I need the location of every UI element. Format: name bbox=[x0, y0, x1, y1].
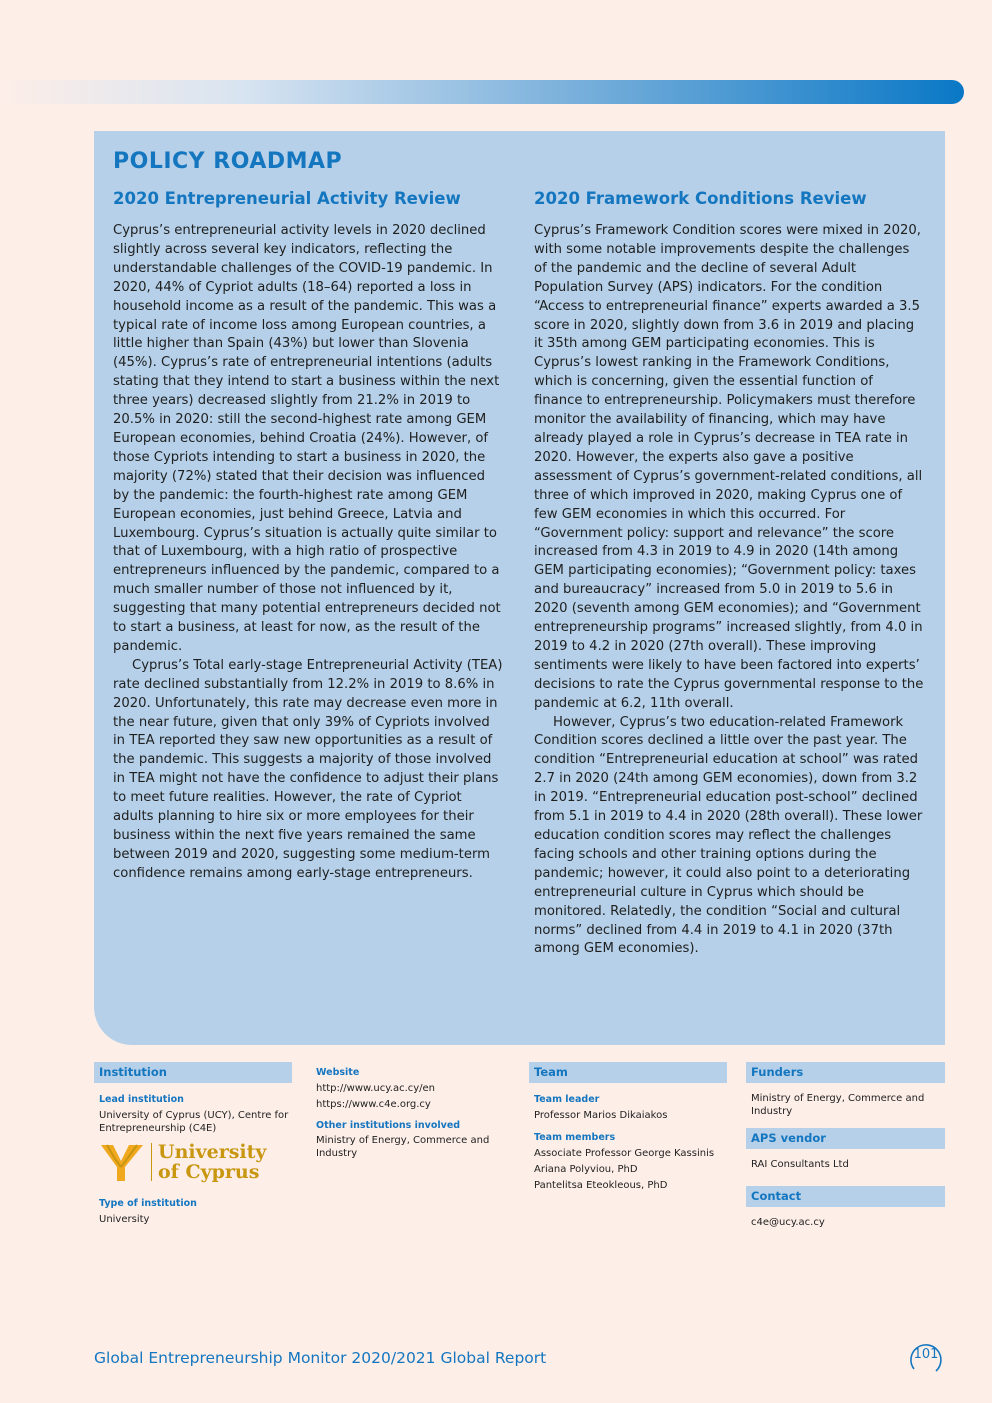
university-of-cyprus-logo bbox=[99, 1141, 292, 1183]
entrepreneurial-activity-paragraph-1: Cyprus’s entrepreneurial activity levels in 2020 declined slightly across several key indicators, reflecting the understandable challenges of the COVID-19 pandemic. In 2020, 44% of Cypriot adults (18–64) reported a loss in household income as a result of the pandemic. This was a typical rate of income loss among European countries, a little higher than Spain (43%) but lower than Slovenia (45%). Cyprus’s rate of entrepreneurial intentions (adults stating that they intend to start a business within the next three years) decreased slightly from 21.2% in 2019 to 20.5% in 2020: still the second-highest rate among GEM European economies, behind Croatia (24%). However, of those Cypriots intending to start a business in 2020, the majority (72%) stated that their decision was influenced by the pandemic: the fourth-highest rate among GEM European economies, just behind Greece, Latvia and Luxembourg. Cyprus’s situation is actually quite similar to that of Luxembourg, with a high ratio of prospective entrepreneurs influenced by the pandemic, compared to a much smaller number of those not influenced by it, suggesting that many potential entrepreneurs decided not to start a business, at least for now, as the result of the pandemic. bbox=[113, 223, 501, 654]
policy-roadmap-panel bbox=[94, 131, 945, 1045]
framework-conditions-column bbox=[534, 189, 924, 959]
page-number: 101 bbox=[913, 1347, 939, 1362]
policy-roadmap-title: POLICY ROADMAP bbox=[113, 149, 343, 174]
team-member: Associate Professor George Kassinis bbox=[534, 1148, 715, 1159]
aps-vendor-header: APS vendor bbox=[746, 1128, 945, 1149]
other-institutions-value: Ministry of Energy, Commerce and Industry bbox=[316, 1135, 490, 1159]
framework-conditions-heading: 2020 Framework Conditions Review bbox=[534, 189, 867, 208]
framework-conditions-paragraph-1: Cyprus’s Framework Condition scores were mixed in 2020, with some notable improvements despite the challenges of the pandemic and the decline of several Adult Population Survey (APS) indicators. For the condition “Access to entrepreneurial finance” experts awarded a 3.5 score in 2020, slightly down from 3.6 in 2019 and placing it 35th among GEM participating economies. This is Cyprus’s lowest ranking in the Framework Conditions, which is concerning, given the essential function of finance to entrepreneurship. Policymakers must therefore monitor the availability of financing, which may have already played a role in Cyprus’s decrease in TEA rate in 2020. However, the experts also gave a positive assessment of Cyprus’s government-related conditions, all three of which improved in 2020, making Cyprus one of few GEM economies in which this occurred. For “Government policy: support and relevance” the score increased from 4.3 in 2019 to 4.9 in 2020 (14th among GEM participating economies); “Government policy: taxes and bureaucracy” increased from 5.0 in 2019 to 5.6 in 2020 (seventh among GEM economies); and “Government entrepreneurship programs” increased slightly, from 4.0 in 2019 to 4.2 in 2020 (27th overall). These improving sentiments were likely to have been factored into experts’ decisions to rate the Cyprus governmental response to the pandemic at 6.2, 11th overall. bbox=[534, 223, 924, 711]
entrepreneurial-activity-paragraph-2: Cyprus’s Total early-stage Entrepreneurial Activity (TEA) rate declined substantially from 12.2% in 2019 to 8.6% in 2020. Unfortunately, this rate may decrease even more in the near future, given that only 39% of Cypriots involved in TEA reported they saw new opportunities as a result of the pandemic. This suggests a majority of those involved in TEA might not have the confidence to adjust their plans to meet future realities. However, the rate of Cypriot adults planning to hire six or more employees for their business within the next five years remained the same between 2019 and 2020, suggesting some medium-term confidence remains among early-stage entrepreneurs. bbox=[113, 657, 503, 881]
funders-header: Funders bbox=[746, 1062, 945, 1083]
team-member: Ariana Polyviou, PhD bbox=[534, 1164, 638, 1175]
logo-text-line-2: of Cyprus bbox=[158, 1161, 260, 1183]
institution-type-value: University bbox=[99, 1214, 150, 1225]
entrepreneurial-activity-column bbox=[113, 189, 503, 884]
website-label: Website bbox=[316, 1067, 360, 1078]
website-link-ucy[interactable]: http://www.ucy.ac.cy/en bbox=[316, 1083, 436, 1094]
team-leader-value: Professor Marios Dikaiakos bbox=[534, 1110, 668, 1121]
lead-institution-label: Lead institution bbox=[99, 1094, 184, 1105]
page-number-badge bbox=[906, 1337, 946, 1377]
funders-value: Ministry of Energy, Commerce and Industry bbox=[751, 1093, 925, 1117]
team-leader-label: Team leader bbox=[534, 1094, 600, 1105]
institution-type-label: Type of institution bbox=[99, 1198, 197, 1209]
lead-institution-value: University of Cyprus (UCY), Centre for Entrepreneurship (C4E) bbox=[99, 1110, 289, 1134]
aps-vendor-value: RAI Consultants Ltd bbox=[751, 1159, 849, 1170]
entrepreneurial-activity-heading: 2020 Entrepreneurial Activity Review bbox=[113, 189, 461, 208]
logo-text-line-1: University bbox=[158, 1141, 267, 1163]
contact-email[interactable]: c4e@ucy.ac.cy bbox=[751, 1217, 825, 1228]
institution-section bbox=[94, 1062, 292, 1226]
team-member: Pantelitsa Eteokleous, PhD bbox=[534, 1180, 668, 1191]
institution-header: Institution bbox=[94, 1062, 292, 1083]
website-link-c4e[interactable]: https://www.c4e.org.cy bbox=[316, 1099, 431, 1110]
university-emblem-icon bbox=[99, 1141, 145, 1183]
header-gradient-band bbox=[0, 80, 964, 104]
framework-conditions-paragraph-2: However, Cyprus’s two education-related Framework Condition scores declined a little over the past year. The condition “Entrepreneurial education at school” was rated 2.7 in 2020 (24th among GEM economies), down from 3.2 in 2019. “Entrepreneurial education post-school” declined from 5.1 in 2019 to 4.4 in 2020 (28th overall). These lower education condition scores may reflect the challenges facing schools and other training options during the pandemic; however, it could also point to a deteriorating entrepreneurial culture in Cyprus which should be monitored. Relatedly, the condition “Social and cultural norms” declined from 4.4 in 2019 to 4.1 in 2020 (37th among GEM economies). bbox=[534, 714, 923, 957]
team-header: Team bbox=[529, 1062, 727, 1083]
website-section bbox=[316, 1066, 506, 1160]
team-members-label: Team members bbox=[534, 1132, 616, 1143]
logo-divider bbox=[151, 1143, 152, 1181]
contact-header: Contact bbox=[746, 1186, 945, 1207]
footer-report-title: Global Entrepreneurship Monitor 2020/2021 Global Report bbox=[94, 1349, 547, 1367]
funders-section bbox=[746, 1062, 945, 1229]
team-section bbox=[529, 1062, 727, 1192]
other-institutions-label: Other institutions involved bbox=[316, 1120, 461, 1131]
